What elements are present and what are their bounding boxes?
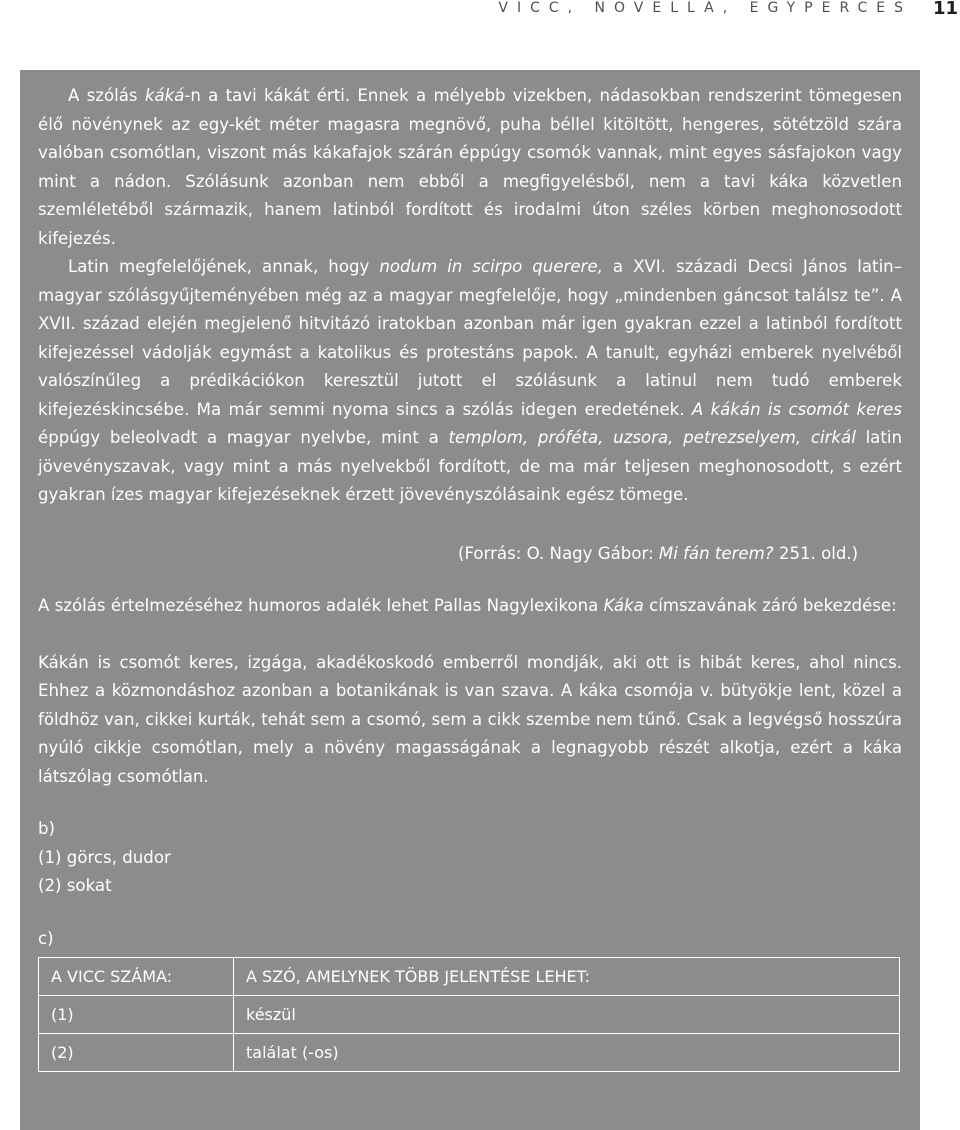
answers-b-item: (1) görcs, dudor — [38, 847, 171, 867]
answers-c-table — [38, 957, 900, 1072]
table-cell: (2) — [39, 1034, 234, 1072]
paragraph-intro: A szólás értelmezéséhez humoros adalék lehet Pallas Nagylexikona Káka címszavának záró bekezdése: — [38, 596, 897, 615]
table-header-cell: A SZÓ, AMELYNEK TÖBB JELENTÉSE LEHET: — [234, 958, 900, 996]
table-row — [39, 1034, 900, 1072]
page-header — [0, 0, 960, 40]
answers-b — [38, 815, 902, 901]
source-citation: (Forrás: O. Nagy Gábor: Mi fán terem? 251. old.) — [458, 543, 859, 563]
answers-c-label: c) — [38, 928, 54, 948]
answers-b-label: b) — [38, 819, 56, 838]
table-cell: (1) — [39, 996, 234, 1034]
table-header-cell: A VICC SZÁMA: — [39, 958, 234, 996]
table-header-row — [39, 958, 900, 996]
lexicon-quote: Kákán is csomót keres, izgága, akadékoskodó emberről mondják, aki ott is hibát keres, ahol nincs. Ehhez a közmondáshoz azonban a botanikának is van szava. A káka csomója v. bütyökje lent, közel a földhöz van, cikkei kurták, tehát sem a csomó, sem a cikk szembe nem tűnő. Csak a legvégső hosszúra nyúló cikkje csomótlan, mely a növény magasságának a legnagyobb részét alkotja, ezért a káka látszólag csomótlan. — [38, 652, 902, 786]
page-number: 11 — [932, 0, 958, 19]
paragraph-origin: A szólás káká-n a tavi kákát érti. Ennek a mélyebb vizekben, nádasokban rendszerint tömegesen élő növénynek az egy-két méter magasra megnövő, puha béllel kitöltött, hengeres, sötétzöld szára valóban csomótlan, viszont más kákafajok szárán éppúgy csomók vannak, mint egyes sásfajokon vagy mint a nádon. Szólásunk azonban nem ebből a megfigyelésből, nem a tavi káka közvetlen szemléletéből származik, hanem latinból fordított és irodalmi úton széles körben meghonosodott kifejezés. — [38, 86, 902, 248]
solution-panel — [20, 70, 920, 1130]
paragraph-latin: Latin megfelelőjének, annak, hogy nodum in scirpo querere, a XVI. századi Decsi János latin–magyar szólásgyűjteményében még az a magyar megfelelője, hogy „mindenben gáncsot találsz te”. A XVII. század elején megjelenő hitvitázó iratokban azonban már igen gyakran ezzel a latinból fordított kifejezéssel vádolják egymást a katolikus és protestáns papok. A tanult, egyházi emberek nyelvéből valószínűleg a prédikációkon keresztül jutott el szólásunk a latinul nem tudó emberek kifejezéskincsébe. Ma már semmi nyoma sincs a szólás idegen eredetének. A kákán is csomót keres éppúgy beleolvadt a magyar nyelvbe, mint a templom, próféta, uzsora, petrezselyem, cirkál latin jövevényszavak, vagy mint a más nyelvekből fordított, de ma már teljesen meghonosodott, s ezért gyakran ízes magyar kifejezéseknek érzett jövevényszólásaink egész tömege. — [38, 257, 902, 504]
table-cell: készül — [234, 996, 900, 1034]
running-head: VICC, NOVELLA, EGYPERCES — [498, 0, 912, 16]
table-row — [39, 996, 900, 1034]
answers-b-item: (2) sokat — [38, 876, 112, 895]
table-cell: találat (-os) — [234, 1034, 900, 1072]
